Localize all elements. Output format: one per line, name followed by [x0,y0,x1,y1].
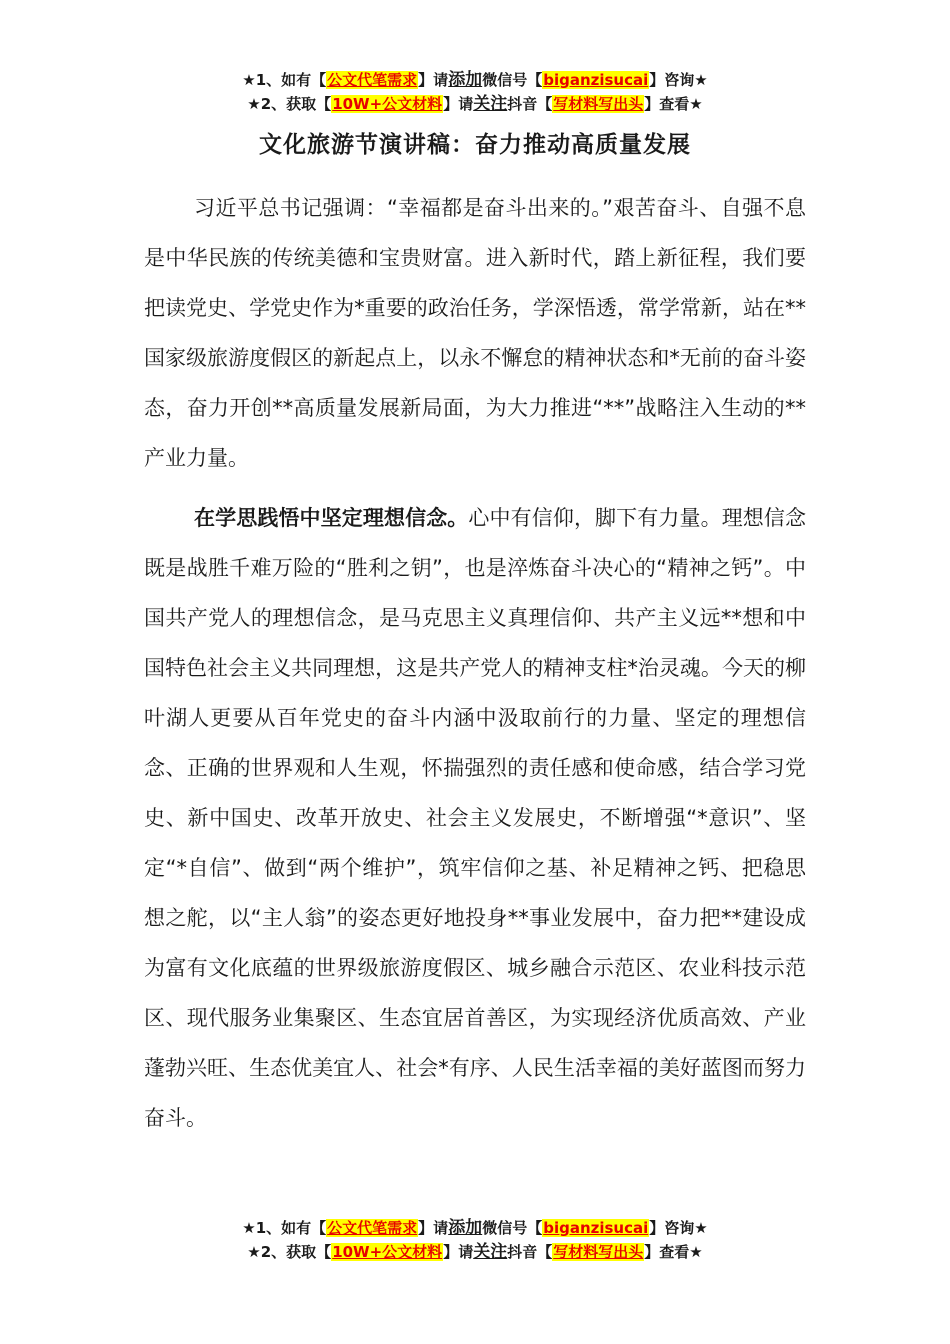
notice-line-2 [0,1240,950,1264]
notice-text: 抖音【 [507,1243,553,1261]
header-notice [0,68,950,116]
notice-text: 】咨询★ [649,1219,708,1237]
notice-text: 】请 [418,71,449,89]
notice-text: 】查看★ [644,1243,703,1261]
paragraph-lead: 在学思践悟中坚定理想信念。 [194,506,469,530]
notice-text: 2、获取【 [260,95,332,113]
document-title: 文化旅游节演讲稿：奋力推动高质量发展 [259,132,691,158]
notice-text: 1、如有【 [255,71,327,89]
notice-text: 抖音【 [507,95,553,113]
document-body-1 [144,183,806,483]
star-icon: ★ [242,1219,256,1237]
notice-text: 】请 [418,1219,449,1237]
star-icon: ★ [242,71,256,89]
materials-highlight: 10W+公文材料 [332,1243,443,1261]
notice-line-1 [0,1216,950,1240]
service-highlight: 公文代笔需求 [327,1219,418,1237]
notice-emphasis: 关注 [473,94,508,114]
wechat-id-highlight: biganzisucai [543,71,649,89]
douyin-id-highlight: 写材料写出头 [553,1243,644,1261]
notice-text: 2、获取【 [260,1243,332,1261]
wechat-id-highlight: biganzisucai [543,1219,649,1237]
notice-text: 】查看★ [644,95,703,113]
notice-emphasis: 关注 [473,1242,508,1262]
notice-text: 微信号【 [482,71,543,89]
document-body-2 [144,493,806,1143]
notice-text: 】请 [443,95,474,113]
materials-highlight: 10W+公文材料 [332,95,443,113]
notice-emphasis: 添加 [448,1218,483,1238]
service-highlight: 公文代笔需求 [327,71,418,89]
star-icon: ★ [247,1243,261,1261]
paragraph [144,493,806,1143]
notice-text: 】请 [443,1243,474,1261]
notice-line-2 [0,92,950,116]
paragraph: 习近平总书记强调：“幸福都是奋斗出来的。”艰苦奋斗、自强不息是中华民族的传统美德和宝贵财富。进入新时代，踏上新征程，我们要把读党史、学党史作为*重要的政治任务，学深悟透，常学常新，站在**国家级旅游度假区的新起点上，以永不懈怠的精神状态和*无前的奋斗姿态，奋力开创**高质量发展新局面，为大力推进“**”战略注入生动的**产业力量。 [144,196,806,470]
paragraph-body: 心中有信仰，脚下有力量。理想信念既是战胜千难万险的“胜利之钥”，也是淬炼奋斗决心的“精神之钙”。中国共产党人的理想信念，是马克思主义真理信仰、共产主义远**想和中国特色社会主义共同理想，这是共产党人的精神支柱*治灵魂。今天的柳叶湖人更要从百年党史的奋斗内涵中汲取前行的力量、坚定的理想信念、正确的世界观和人生观，怀揣强烈的责任感和使命感，结合学习党史、新中国史、改革开放史、社会主义发展史，不断增强“*意识”、坚定“*自信”、做到“两个维护”，筑牢信仰之基、补足精神之钙、把稳思想之舵，以“主人翁”的姿态更好地投身**事业发展中，奋力把**建设成为富有文化底蕴的世界级旅游度假区、城乡融合示范区、农业科技示范区、现代服务业集聚区、生态宜居首善区，为实现经济优质高效、产业蓬勃兴旺、生态优美宜人、社会*有序、人民生活幸福的美好蓝图而努力奋斗。 [144,506,807,1130]
notice-text: 1、如有【 [255,1219,327,1237]
douyin-id-highlight: 写材料写出头 [553,95,644,113]
footer-notice [0,1216,950,1264]
notice-text: 】咨询★ [649,71,708,89]
star-icon: ★ [247,95,261,113]
notice-emphasis: 添加 [448,70,483,90]
notice-text: 微信号【 [482,1219,543,1237]
notice-line-1 [0,68,950,92]
